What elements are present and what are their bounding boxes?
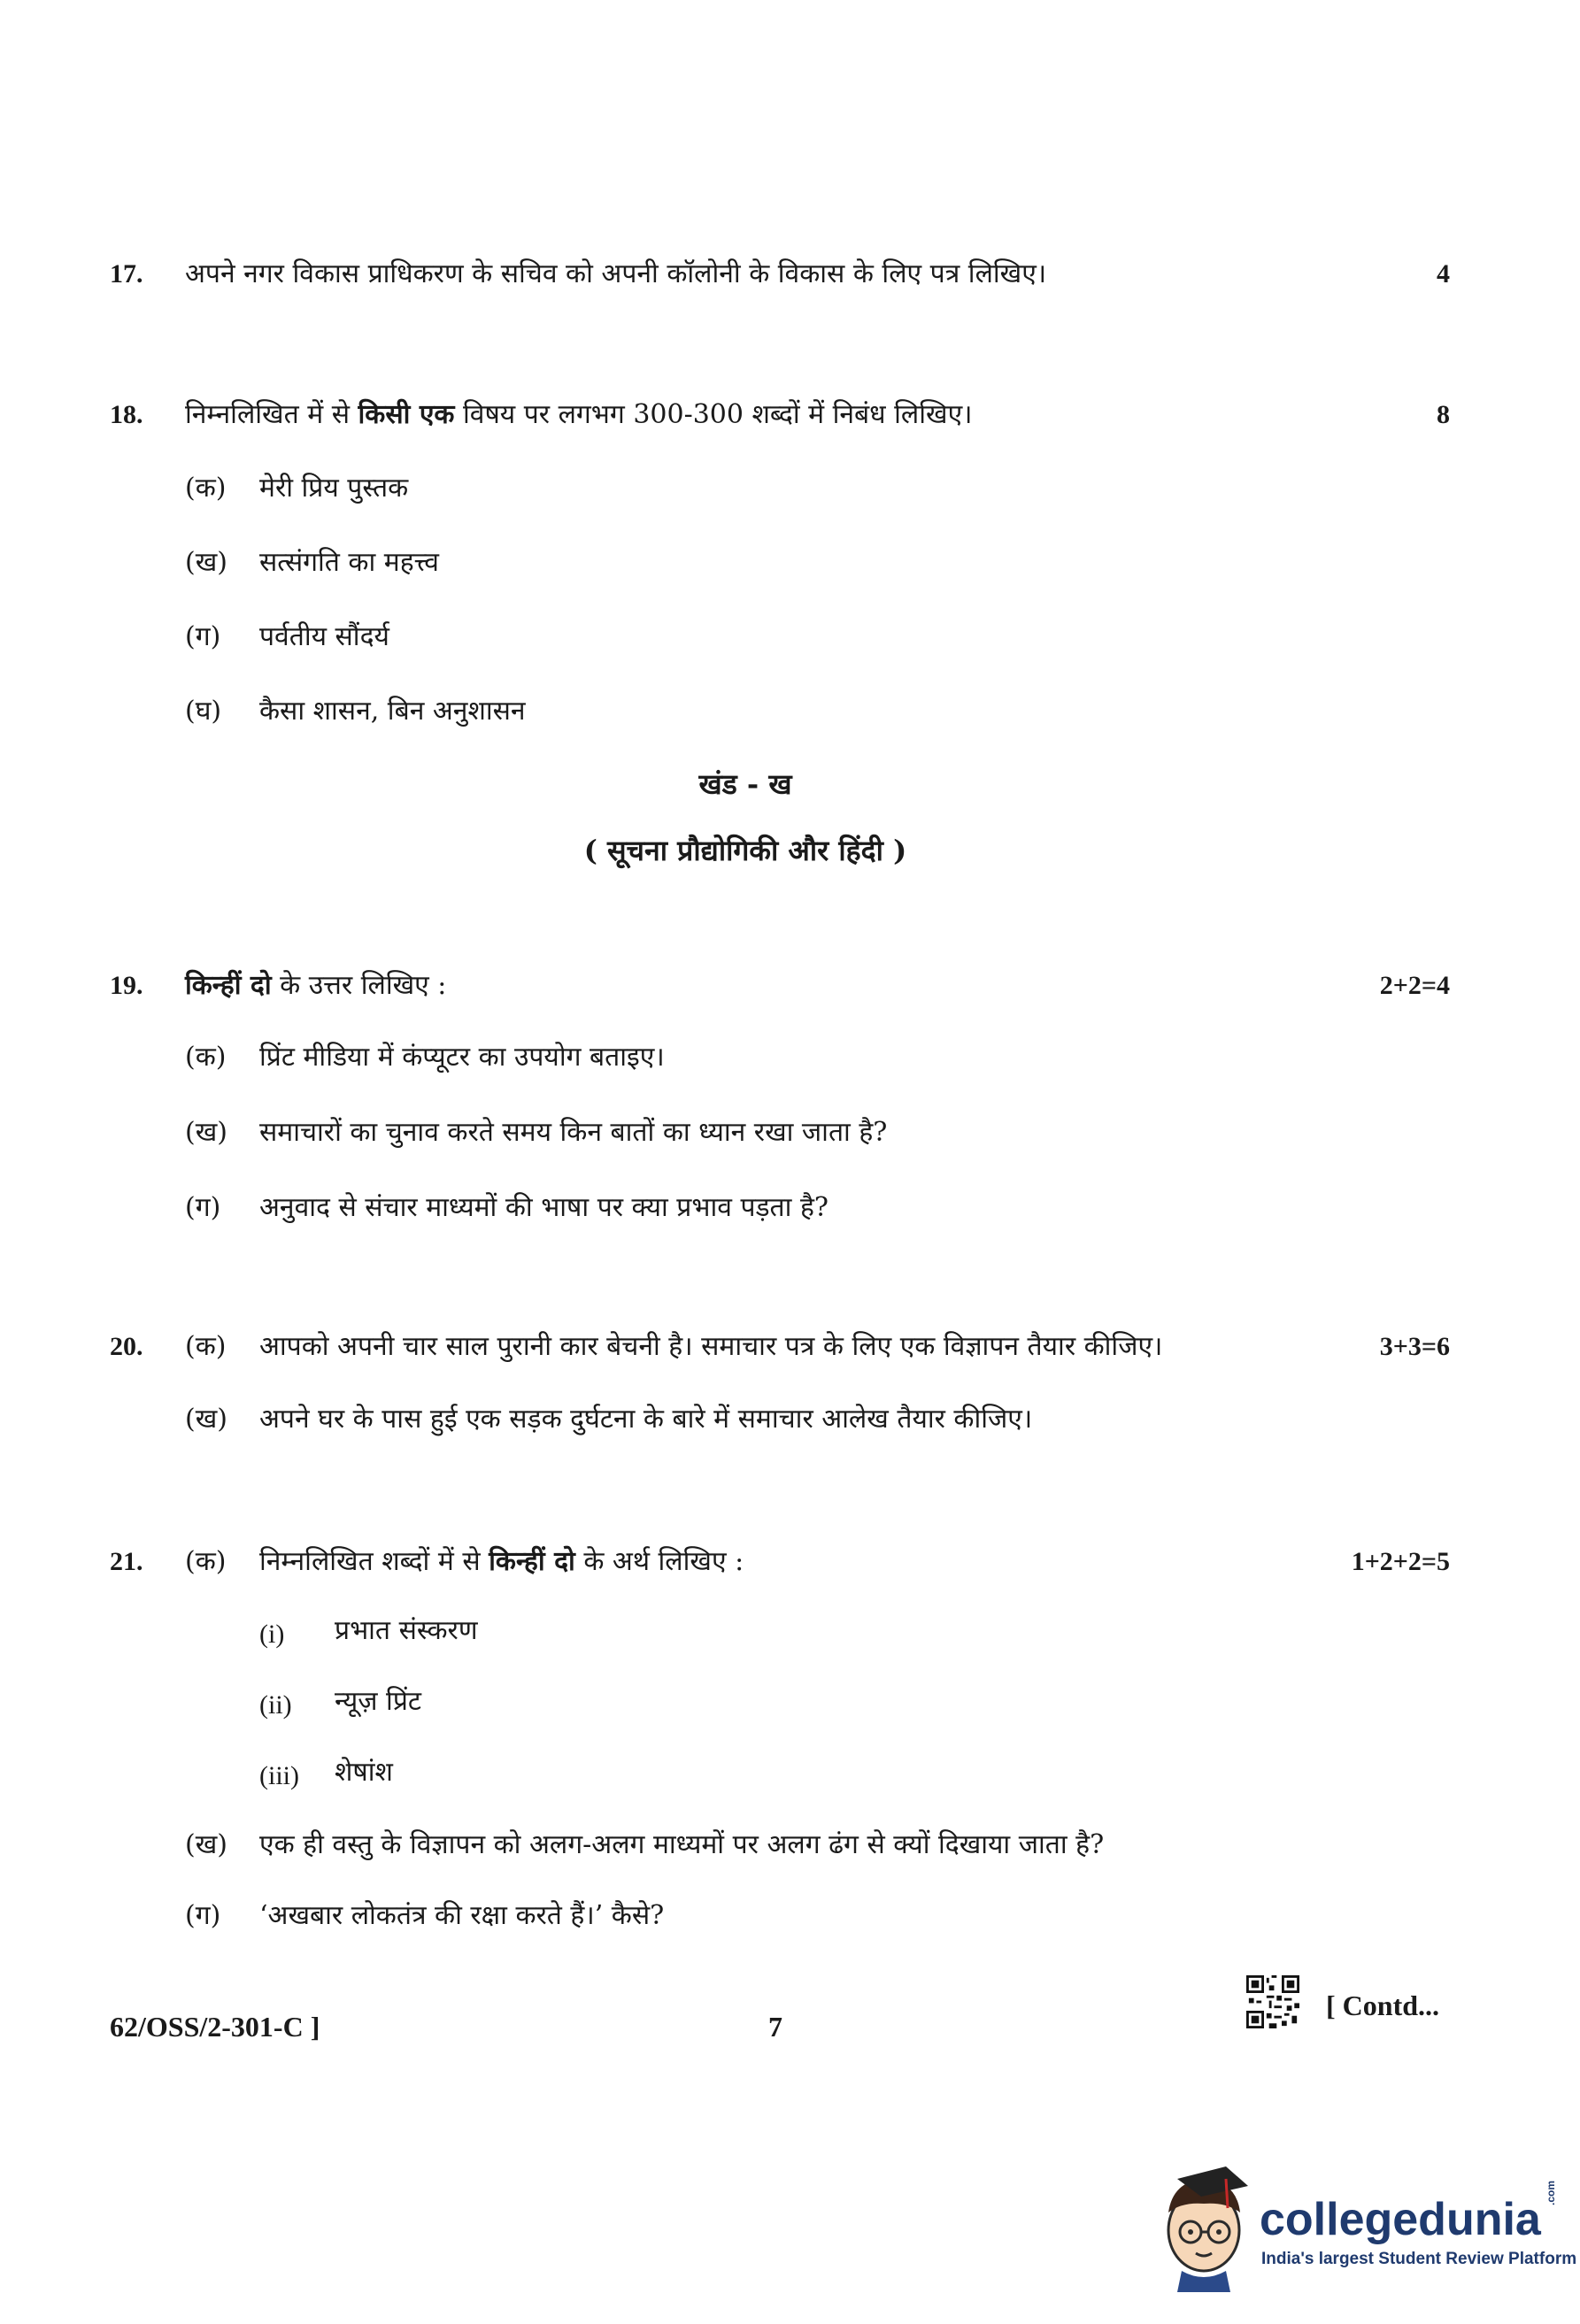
logo-suffix: .com [1545, 2180, 1557, 2205]
logo-tagline: India's largest Student Review Platform [1261, 2250, 1577, 2268]
question-20-marks: 3+3=6 [1379, 1332, 1450, 1361]
question-19-marks: 2+2=4 [1379, 971, 1450, 1000]
question-17-text: अपने नगर विकास प्राधिकरण के सचिव को अपनी कॉलोनी के विकास के लिए पत्र लिखिए। [185, 258, 1047, 289]
option-label: (ख) [185, 1404, 227, 1435]
logo-wordmark: collegedunia [1260, 2194, 1541, 2245]
option-text: सत्संगति का महत्त्व [259, 547, 439, 578]
option-text: समाचारों का चुनाव करते समय किन बातों का ध्यान रखा जाता है? [259, 1117, 888, 1148]
option-text: अपने घर के पास हुई एक सड़क दुर्घटना के बारे में समाचार आलेख तैयार कीजिए। [259, 1404, 1033, 1435]
option-text: मेरी प्रिय पुस्तक [259, 473, 409, 504]
option-label: (घ) [185, 696, 222, 727]
qr-code-icon [1246, 1975, 1299, 2032]
sub-label: (iii) [259, 1761, 299, 1790]
option-text: आपको अपनी चार साल पुरानी कार बेचनी है। समाचार पत्र के लिए एक विज्ञापन तैयार कीजिए। [259, 1331, 1163, 1362]
option-label: (ग) [185, 621, 221, 652]
sub-label: (i) [259, 1620, 285, 1649]
option-label: (क) [185, 1331, 227, 1362]
question-20-number: 20. [110, 1332, 143, 1361]
option-label: (ख) [185, 1829, 227, 1860]
paper-code: 62/OSS/2-301-C ] [110, 2011, 320, 2043]
contd-label: [ Contd... [1326, 1989, 1440, 2021]
page-number: 7 [768, 2011, 782, 2043]
option-label: (ख) [185, 547, 227, 578]
section-title: खंड - ख [698, 767, 792, 801]
question-18-text: निम्नलिखित में से किसी एक विषय पर लगभग 300-300 शब्दों में निबंध लिखिए। [185, 399, 973, 430]
sub-label: (ii) [259, 1690, 292, 1720]
student-mascot-icon [1155, 2159, 1252, 2292]
section-subtitle: ( सूचना प्रौद्योगिकी और हिंदी ) [583, 834, 907, 867]
question-17-number: 17. [110, 259, 143, 289]
option-label: (क) [185, 1042, 227, 1073]
option-text: एक ही वस्तु के विज्ञापन को अलग-अलग माध्यमों पर अलग ढंग से क्यों दिखाया जाता है? [259, 1829, 1105, 1860]
option-text: पर्वतीय सौंदर्य [259, 621, 389, 652]
option-text: प्रिंट मीडिया में कंप्यूटर का उपयोग बताइए। [259, 1042, 665, 1073]
option-label: (क) [185, 1546, 227, 1577]
question-18-marks: 8 [1437, 400, 1450, 429]
sub-text: प्रभात संस्करण [335, 1615, 478, 1646]
option-label: (ग) [185, 1192, 221, 1223]
option-text: निम्नलिखित शब्दों में से किन्हीं दो के अर्थ लिखिए : [259, 1546, 744, 1577]
question-21-number: 21. [110, 1547, 143, 1576]
question-17-marks: 4 [1437, 259, 1450, 289]
question-21-marks: 1+2+2=5 [1351, 1547, 1450, 1576]
question-19-number: 19. [110, 971, 143, 1000]
option-label: (ग) [185, 1900, 221, 1931]
question-19-text: किन्हीं दो के उत्तर लिखिए : [185, 970, 447, 1001]
question-18-number: 18. [110, 400, 143, 429]
sub-text: न्यूज़ प्रिंट [335, 1686, 422, 1717]
sub-text: शेषांश [335, 1757, 393, 1788]
option-text: कैसा शासन, बिन अनुशासन [259, 696, 526, 727]
collegedunia-logo [1155, 2159, 1577, 2292]
option-label: (क) [185, 473, 227, 504]
option-text: ‘अखबार लोकतंत्र की रक्षा करते हैं।’ कैसे? [259, 1900, 665, 1931]
option-text: अनुवाद से संचार माध्यमों की भाषा पर क्या प्रभाव पड़ता है? [259, 1192, 829, 1223]
option-label: (ख) [185, 1117, 227, 1148]
